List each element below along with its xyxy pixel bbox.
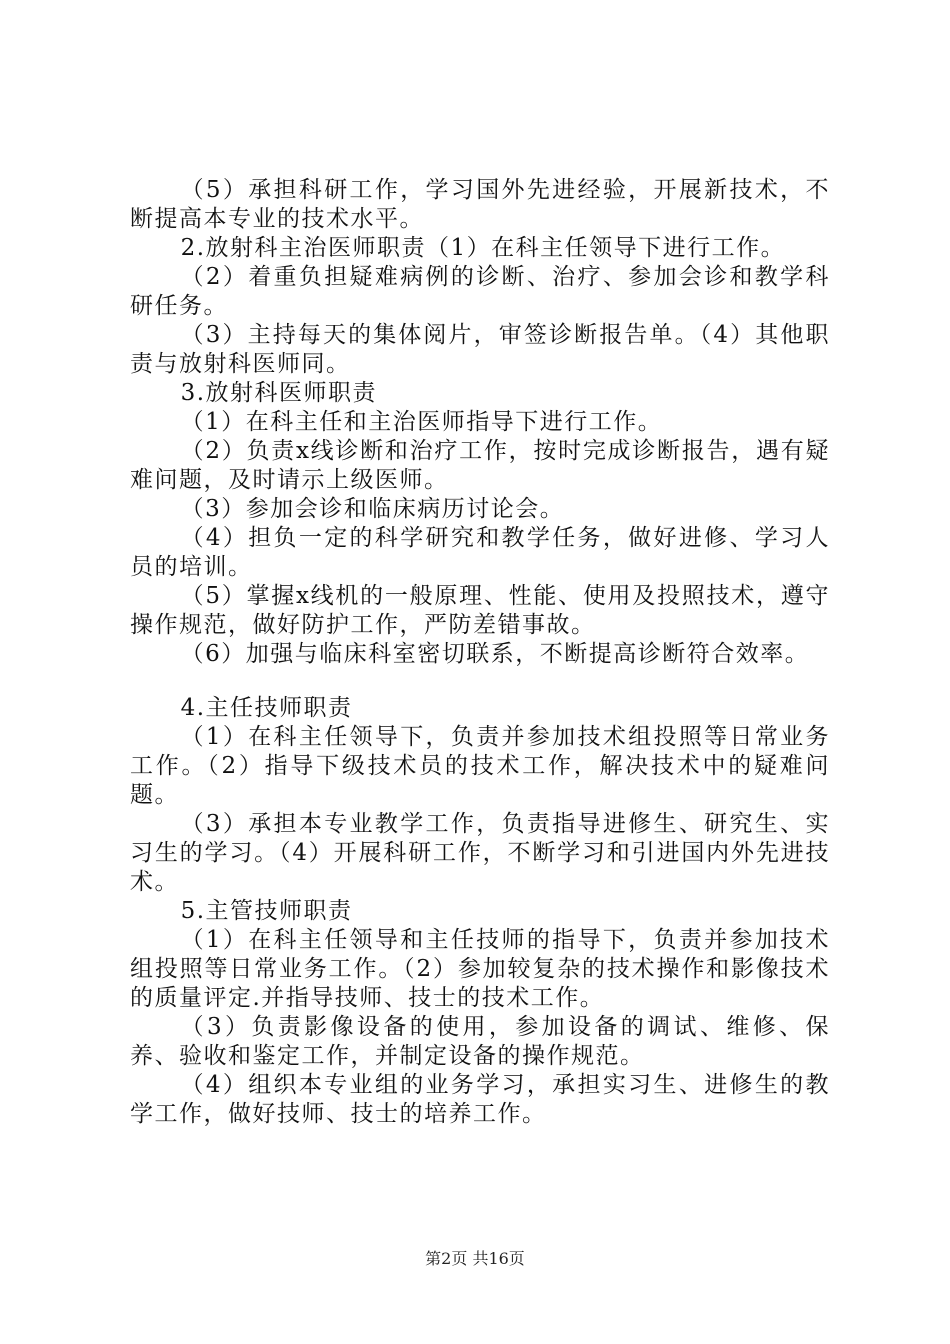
section-heading: 2.放射科主治医师职责（1）在科主任领导下进行工作。	[180, 235, 786, 261]
paragraph: （2）负责x线诊断和治疗工作，按时完成诊断报告，遇有疑难问题，及时请示上级医师。	[130, 438, 830, 493]
paragraph: （1）在科主任和主治医师指导下进行工作。	[180, 409, 663, 435]
paragraph: （6）加强与临床科室密切联系，不断提高诊断符合效率。	[180, 641, 810, 667]
section-heading: 3.放射科医师职责	[180, 380, 378, 406]
paragraph: （3）负责影像设备的使用，参加设备的调试、维修、保养、验收和鉴定工作，并制定设备的操作规范。	[130, 1014, 830, 1069]
paragraph: （5）承担科研工作，学习国外先进经验，开展新技术，不断提高本专业的技术水平。	[130, 177, 830, 232]
document-body	[130, 176, 830, 1129]
paragraph: （2）着重负担疑难病例的诊断、治疗、参加会诊和教学科研任务。	[130, 264, 830, 319]
paragraph: （5）掌握x线机的一般原理、性能、使用及投照技术，遵守操作规范，做好防护工作，严防差错事故。	[130, 583, 830, 638]
paragraph: （1）在科主任领导下，负责并参加技术组投照等日常业务工作。（2）指导下级技术员的技术工作，解决技术中的疑难问题。	[130, 724, 830, 808]
spacer	[130, 669, 830, 694]
paragraph: （3）主持每天的集体阅片，审签诊断报告单。（4）其他职责与放射科医师同。	[130, 322, 830, 377]
section-heading: 4.主任技师职责	[180, 695, 353, 721]
section-heading: 5.主管技师职责	[180, 898, 353, 924]
paragraph: （4）担负一定的科学研究和教学任务，做好进修、学习人员的培训。	[130, 525, 830, 580]
paragraph: （3）参加会诊和临床病历讨论会。	[180, 496, 565, 522]
page-footer: 第2页 共16页	[425, 1249, 525, 1268]
paragraph: （4）组织本专业组的业务学习，承担实习生、进修生的教学工作，做好技师、技士的培养工作。	[130, 1072, 830, 1127]
paragraph: （3）承担本专业教学工作，负责指导进修生、研究生、实习生的学习。（4）开展科研工作，不断学习和引进国内外先进技术。	[130, 811, 830, 895]
paragraph: （1）在科主任领导和主任技师的指导下，负责并参加技术组投照等日常业务工作。（2）参加较复杂的技术操作和影像技术的质量评定.并指导技师、技士的技术工作。	[130, 927, 830, 1011]
